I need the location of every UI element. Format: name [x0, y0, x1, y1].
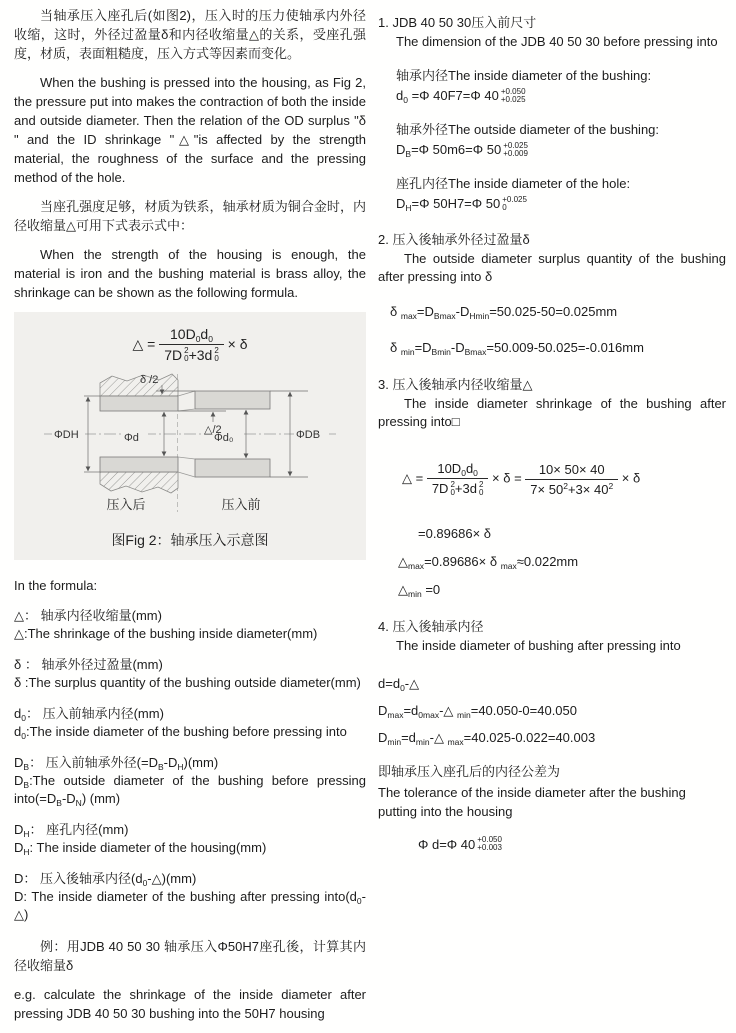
- shrinkage-formula: △ = $10D_0d_0$ 7D 2 0 +3d 2 0 × δ = $\frac{10\times 50\times 40}{7\times 50^2+3\times 40^2}$ × δ: [402, 461, 641, 497]
- section-3-shrinkage: [378, 376, 726, 600]
- label-before-pressing: 压入前: [221, 497, 261, 513]
- closing-zh: 即轴承压入座孔后的内径公差为: [378, 763, 561, 779]
- dimension-item-inside: [378, 67, 726, 105]
- section-4-inside-diameter: [378, 618, 726, 854]
- formula-d-min: $D_{min}=d_{min}-\triangle$ $_{max}$=40.025-0.022=40.003: [378, 729, 596, 747]
- shrinkage-min: $\triangle_{min} =0$: [398, 581, 441, 599]
- condition-paragraph-en: When the strength of the housing is enough, the material is iron and the bushing material is brass alloy, the shrinkage can be shown as the following formula.: [14, 247, 366, 300]
- bushing-pressed-bottom: [100, 457, 178, 472]
- formula-d-max: $D_{max}=d_{0max}-\triangle$ $_{min}$=40.050-0=40.050: [378, 702, 578, 720]
- section-1-dimensions: [378, 14, 726, 213]
- shrinkage-result: =0.89686× δ: [418, 525, 492, 541]
- definition-zh: δ ： 轴承外径过盈量(mm): [14, 657, 163, 673]
- label-shrink-half: △/2: [204, 424, 222, 437]
- definition-shrinkage: [14, 607, 366, 643]
- definition-d: [14, 870, 366, 924]
- definition-zh: $D_B$： 压入前轴承外径$(=D_B-D_H)(mm)$: [14, 755, 219, 773]
- example-zh: 例：用JDB 40 50 30 轴承压入Φ50H7座孔後，计算其内径收缩量δ: [14, 939, 366, 974]
- definition-db: [14, 754, 366, 808]
- intro-paragraph-en: When the bushing is pressed into the housing, as Fig 2, the pressure put into makes the contraction of both the inside and outside diameter. Then the relation of the OD surplus "δ " and the ID shrinkage "△"is affected by the strength material, the roughness of the surface and the pressing method of the hole.: [14, 75, 366, 185]
- figure-formula: △ = $10D_0d_0$ 7D 2 0 +3d 2 0 × δ: [132, 326, 248, 364]
- intro-paragraph-zh: 当轴承压入座孔后(如图2)，压入时的压力使轴承内外径收缩，这时，外径过盈量δ和内径收缩量△的关系，受座孔强度，材质，表面粗糙度，压入方式等因素而变化。: [14, 8, 366, 61]
- housing-hatch-top: [100, 374, 178, 396]
- left-column: [14, 6, 366, 1033]
- dimension-formula: $d_0 =\Phi$ 40F7=Φ 40 +0.050 +0.025: [396, 86, 526, 105]
- label-delta-half: δ /2: [140, 374, 159, 387]
- definition-zh: $D_H$： 座孔内径(mm): [14, 822, 129, 840]
- section-heading-en: The dimension of the JDB 40 50 30 before pressing into: [396, 34, 718, 49]
- dimension-formula: $D_H=\Phi$ 50H7=Φ 50 +0.025 0: [396, 194, 527, 213]
- label-phi-d0: Φd₀: [214, 432, 234, 445]
- definition-surplus: [14, 656, 366, 692]
- definition-en: $d_0:The$ inside diameter of the bushing before pressing into: [14, 724, 347, 742]
- definition-dh: [14, 821, 366, 857]
- closing-en: The tolerance of the inside diameter after the bushing putting into the housing: [378, 784, 686, 819]
- dimension-label: 座孔内径The inside diameter of the hole:: [396, 176, 631, 191]
- definition-en: $D_H$: The inside diameter of the housing(mm): [14, 840, 267, 858]
- bushing-before-top: [195, 391, 270, 409]
- figure-caption: 图Fig 2：轴承压入示意图: [111, 532, 269, 549]
- formula-d: $d=d_0-\triangle$: [378, 675, 420, 693]
- dimension-item-hole: [378, 175, 726, 213]
- label-phi-d: Φd: [124, 432, 139, 445]
- section-heading-en: The inside diameter shrinkage of the bushing after pressing into□: [378, 396, 726, 429]
- section-heading-en: The outside diameter surplus quantity of the bushing after pressing into δ: [378, 251, 726, 284]
- label-phi-dh: ΦDH: [54, 429, 79, 442]
- section-heading-en: The inside diameter of bushing after pressing into: [396, 637, 681, 653]
- right-column: [378, 6, 726, 1033]
- dimension-label: 轴承外径The outside diameter of the bushing:: [396, 122, 660, 137]
- section-heading-zh: 2. 压入後轴承外径过盈量δ: [378, 232, 530, 247]
- definition-zh: $d_0$： 压入前轴承内径(mm): [14, 706, 164, 724]
- formula-delta-max: δ $_{max}=D_{Bmax}-D_{Hmin}=50.025-50=0.025mm$: [390, 304, 618, 321]
- label-phi-db: ΦDB: [296, 429, 321, 442]
- condition-paragraph-zh: 当座孔强度足够，材质为铁系，轴承材质为铜合金时，内径收缩量△可用下式表示式中：: [14, 199, 366, 233]
- final-tolerance-formula: Φ d=Φ 40 +0.050 +0.003: [418, 835, 502, 853]
- definition-en: δ :The surplus quantity of the bushing outside diameter(mm): [14, 675, 361, 691]
- definition-en: $D_B:The$ outside diameter of the bushing before pressing $into(=D_B-D_N)$ (mm): [14, 773, 366, 809]
- dimension-formula: $D_B=\Phi$ 50m6=Φ 50 +0.025 +0.009: [396, 140, 528, 159]
- bearing-press-diagram: [14, 372, 366, 520]
- definition-zh: D： 压入後轴承内径$(d_0-\triangle)(mm)$: [14, 871, 197, 889]
- section-2-surplus: [378, 231, 726, 358]
- formula-delta-min: δ $_{min}=D_{Bmin}-D_{Bmax}=50.009-50.025=-0.016mm$: [390, 340, 644, 357]
- definition-zh: △： 轴承内径收缩量(mm): [14, 608, 162, 624]
- shrinkage-max: $\triangle_{max}=0.89686\times \delta$ $_{max}$≈0.022mm: [398, 553, 579, 571]
- housing-hatch-bottom: [100, 472, 178, 493]
- in-formula-heading: In the formula:: [14, 578, 98, 594]
- dimension-item-outside: [378, 121, 726, 159]
- dimension-label: 轴承内径The inside diameter of the bushing:: [396, 68, 652, 83]
- definition-en: △:The shrinkage of the bushing inside diameter(mm): [14, 626, 318, 642]
- section-heading-zh: 1. JDB 40 50 30压入前尺寸: [378, 15, 537, 30]
- definition-en: D: The inside diameter of the bushing after pressing $into(d_0-\triangle)$: [14, 889, 366, 923]
- bushing-before-bottom: [195, 459, 270, 477]
- section-heading-zh: 3. 压入後轴承内径收缩量△: [378, 377, 533, 392]
- definition-d0: [14, 705, 366, 741]
- bushing-pressed-top: [100, 396, 178, 411]
- example-en: e.g. calculate the shrinkage of the inside diameter after pressing JDB 40 50 30 bushing into the 50H7 housing: [14, 987, 366, 1022]
- figure-box: [14, 312, 366, 560]
- label-after-pressing: 压入后: [106, 497, 146, 513]
- section-heading-zh: 4. 压入後轴承内径: [378, 618, 484, 634]
